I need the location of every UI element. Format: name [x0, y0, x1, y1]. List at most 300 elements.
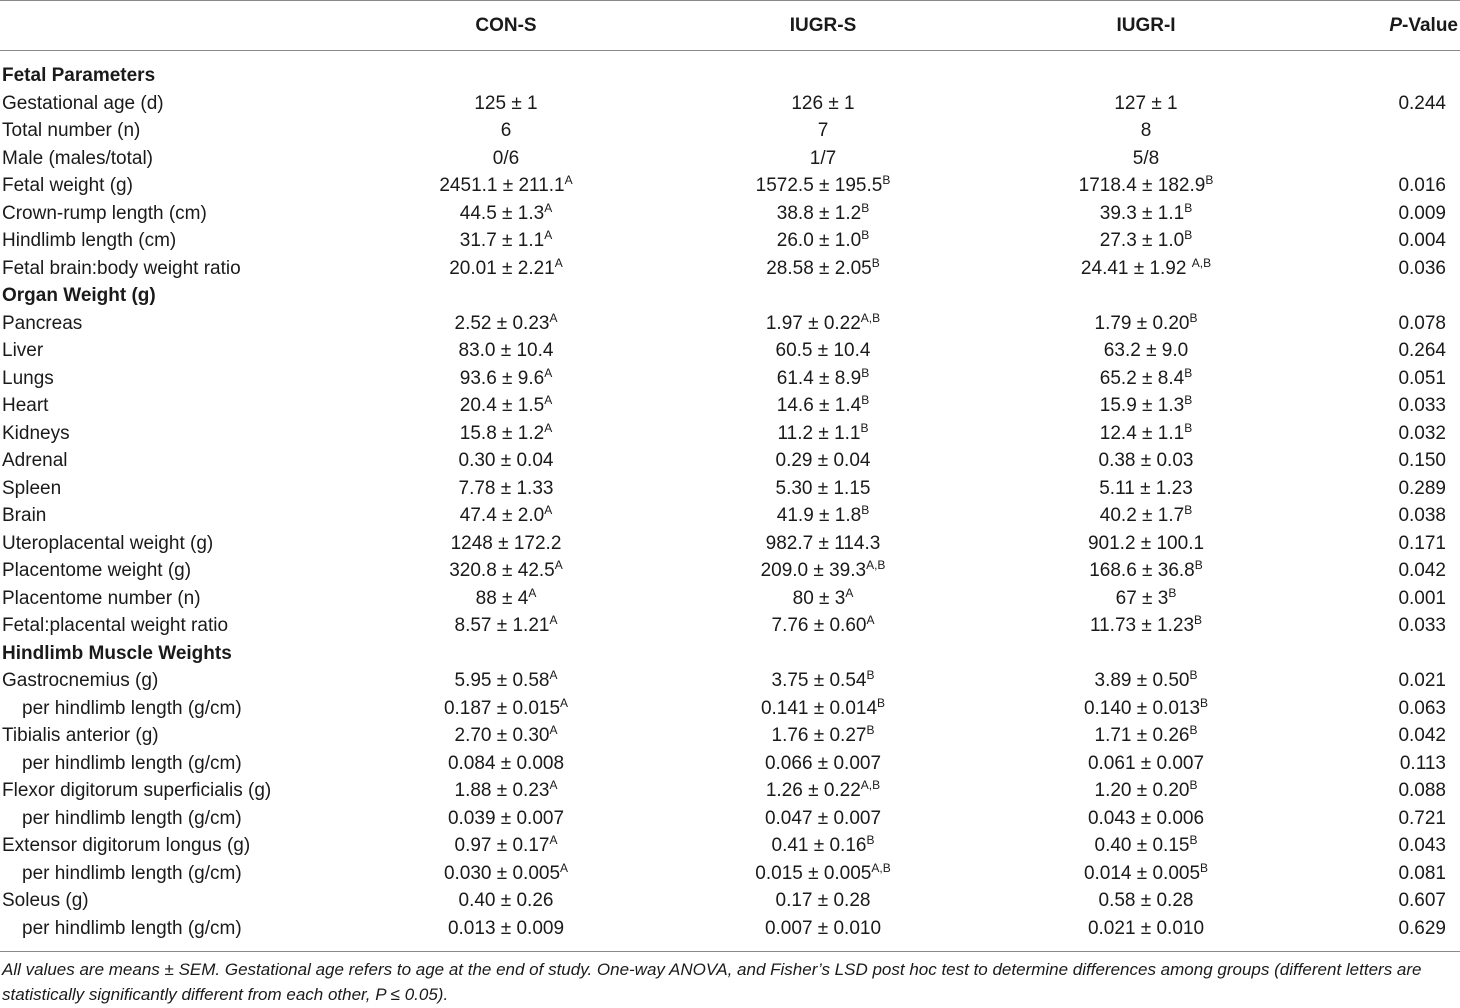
value-text: 1718.4 ± 182.9: [1078, 175, 1206, 196]
value-cell: [1104, 337, 1188, 365]
value-cell: [1133, 145, 1159, 173]
significance-letter: A: [528, 585, 537, 600]
value-cell: [1081, 255, 1211, 283]
value-text: 5.30 ± 1.15: [775, 477, 871, 499]
value-text: 39.3 ± 1.1: [1099, 202, 1185, 224]
value-text: 11.73 ± 1.23: [1089, 615, 1195, 636]
value-cell: [1084, 695, 1208, 723]
significance-letter: A: [554, 558, 563, 572]
value-text: 93.6 ± 9.6: [459, 367, 545, 389]
value-text: 0.140 ± 0.013: [1083, 697, 1201, 719]
value-cell: [474, 90, 537, 118]
value-text: 0.015 ± 0.005: [755, 862, 872, 884]
table-row: [0, 145, 1460, 173]
row-label: Crown-rump length (cm): [2, 202, 207, 224]
significance-letter: A: [554, 255, 563, 270]
significance-letter: A: [560, 860, 569, 875]
value-text: 2.52 ± 0.23: [454, 312, 550, 334]
value-cell: [1089, 557, 1203, 585]
significance-letter: B: [1184, 393, 1193, 407]
table-row: [0, 365, 1460, 393]
row-label: Tibialis anterior (g): [2, 725, 159, 746]
table-row: [0, 310, 1460, 338]
value-cell: [777, 392, 869, 420]
value-cell: [493, 145, 519, 173]
significance-letter: A: [544, 503, 553, 517]
value-text: 3.89 ± 0.50: [1094, 670, 1190, 691]
value-text: 47.4 ± 2.0: [459, 505, 545, 526]
value-text: 0.40 ± 0.26: [458, 890, 554, 911]
value-text: 0.141 ± 0.014: [760, 697, 878, 719]
value-cell: [476, 585, 537, 613]
p-value-cell: 0.078: [1398, 312, 1446, 334]
value-text: 0.007 ± 0.010: [764, 917, 882, 939]
p-value-cell: 0.032: [1398, 422, 1446, 444]
p-value-cell: 0.036: [1398, 257, 1446, 279]
value-cell: [1100, 392, 1192, 420]
significance-letter: A: [560, 695, 569, 710]
value-cell: [1100, 420, 1192, 448]
significance-letter: A: [544, 200, 553, 215]
value-cell: [777, 200, 869, 228]
table-row: [0, 722, 1460, 750]
value-cell: [1095, 667, 1198, 695]
value-cell: [1099, 887, 1194, 915]
significance-letter: B: [1194, 558, 1203, 572]
significance-letter: A: [544, 365, 553, 380]
row-label: per hindlimb length (g/cm): [22, 917, 242, 939]
row-label: Total number (n): [2, 120, 141, 141]
value-text: 26.0 ± 1.0: [776, 230, 862, 251]
value-cell: [455, 832, 558, 860]
p-value-cell: 0.016: [1398, 175, 1446, 196]
value-cell: [501, 117, 512, 145]
significance-letter: B: [877, 695, 886, 710]
value-text: 8: [1140, 120, 1152, 141]
section-label: Fetal Parameters: [2, 65, 156, 86]
significance-letter: B: [1189, 778, 1198, 792]
significance-letter: B: [1189, 668, 1198, 682]
row-label: Extensor digitorum longus (g): [2, 835, 251, 856]
value-cell: [1100, 365, 1192, 393]
table-row: [0, 695, 1460, 723]
table-row: [0, 530, 1460, 558]
significance-letter: B: [1184, 200, 1193, 215]
table-row: [0, 585, 1460, 613]
value-text: 14.6 ± 1.4: [776, 395, 862, 416]
value-text: 1/7: [809, 147, 837, 169]
value-text: 0.014 ± 0.005: [1083, 862, 1201, 884]
value-text: 7: [817, 120, 829, 141]
value-cell: [772, 612, 875, 640]
value-cell: [777, 502, 869, 530]
value-text: 0.013 ± 0.009: [447, 917, 565, 939]
value-cell: [460, 365, 552, 393]
significance-letter: A: [544, 420, 553, 435]
value-text: 1.26 ± 0.22: [765, 780, 861, 801]
significance-letter: A,B: [860, 778, 881, 792]
value-text: 168.6 ± 36.8: [1089, 560, 1195, 581]
significance-letter: B: [866, 668, 875, 682]
value-cell: [1099, 447, 1194, 475]
value-text: 88 ± 4: [475, 587, 529, 609]
significance-letter: B: [1205, 173, 1214, 187]
value-cell: [444, 860, 568, 888]
value-text: 0/6: [492, 147, 520, 169]
value-text: 60.5 ± 10.4: [775, 340, 871, 361]
p-value-header-italic: P: [1389, 15, 1403, 36]
value-cell: [761, 695, 885, 723]
table-row: [0, 227, 1460, 255]
value-cell: [1088, 530, 1204, 558]
significance-letter: B: [1189, 310, 1198, 325]
value-text: 125 ± 1: [474, 92, 538, 114]
p-value-cell: 0.081: [1398, 862, 1446, 884]
row-label: Placentome weight (g): [2, 560, 192, 581]
row-label: per hindlimb length (g/cm): [22, 697, 242, 719]
value-cell: [761, 557, 886, 585]
table-row: [0, 337, 1460, 365]
significance-letter: A: [564, 173, 573, 187]
value-cell: [449, 557, 563, 585]
value-text: 320.8 ± 42.5: [449, 560, 555, 581]
value-cell: [460, 420, 552, 448]
value-text: 0.061 ± 0.007: [1087, 752, 1205, 774]
significance-letter: B: [861, 503, 870, 517]
significance-letter: B: [1200, 695, 1209, 710]
row-label: Gastrocnemius (g): [2, 670, 159, 691]
value-cell: [448, 915, 564, 943]
value-cell: [460, 227, 552, 255]
significance-letter: A: [549, 310, 558, 325]
value-text: 0.066 ± 0.007: [764, 752, 882, 774]
table-row: [0, 805, 1460, 833]
value-text: 28.58 ± 2.05: [766, 257, 872, 279]
row-label: Lungs: [2, 367, 54, 389]
value-text: 7.76 ± 0.60: [771, 615, 867, 636]
row-label: Pancreas: [2, 312, 83, 334]
value-cell: [1114, 90, 1177, 118]
p-value-cell: 0.721: [1398, 807, 1446, 829]
table-row: [0, 860, 1460, 888]
p-value-cell: 0.150: [1398, 450, 1446, 471]
table-row: [0, 750, 1460, 778]
value-cell: [1079, 172, 1214, 200]
table-row: [0, 887, 1460, 915]
row-label: Adrenal: [2, 450, 68, 471]
value-text: 0.17 ± 0.28: [775, 890, 871, 911]
value-cell: [756, 172, 891, 200]
value-text: 3.75 ± 0.54: [771, 670, 867, 691]
value-text: 41.9 ± 1.8: [776, 505, 862, 526]
value-text: 63.2 ± 9.0: [1103, 340, 1189, 361]
value-cell: [755, 860, 890, 888]
value-cell: [460, 200, 552, 228]
p-value-cell: 0.607: [1398, 890, 1446, 911]
p-value-cell: 0.264: [1398, 340, 1446, 361]
table-row: [0, 475, 1460, 503]
table-row: [0, 255, 1460, 283]
p-value-cell: 0.051: [1398, 367, 1446, 389]
value-cell: [1100, 200, 1192, 228]
value-text: 0.021 ± 0.010: [1087, 917, 1205, 939]
value-text: 1.79 ± 0.20: [1094, 312, 1190, 334]
row-label: Male (males/total): [2, 147, 153, 169]
significance-letter: B: [861, 365, 870, 380]
value-cell: [1088, 915, 1204, 943]
value-cell: [772, 722, 875, 750]
value-text: 24.41 ± 1.92: [1080, 257, 1192, 279]
table-row: [0, 90, 1460, 118]
value-text: 0.97 ± 0.17: [454, 835, 550, 856]
table-row: [0, 667, 1460, 695]
value-text: 0.043 ± 0.006: [1087, 807, 1205, 829]
p-value-header-rest: -Value: [1402, 15, 1458, 36]
significance-letter: A: [549, 613, 558, 627]
value-cell: [1095, 832, 1198, 860]
section-header-row: [0, 640, 1460, 668]
row-label: Soleus (g): [2, 890, 89, 911]
column-header-iugr-i: IUGR-I: [1116, 15, 1176, 36]
value-cell: [444, 695, 568, 723]
p-value-cell: 0.042: [1398, 560, 1446, 581]
value-text: 38.8 ± 1.2: [776, 202, 862, 224]
significance-letter: A: [549, 833, 558, 847]
value-cell: [766, 530, 881, 558]
value-text: 12.4 ± 1.1: [1099, 422, 1185, 444]
value-text: 27.3 ± 1.0: [1099, 230, 1185, 251]
p-value-cell: 0.042: [1398, 725, 1446, 746]
value-cell: [776, 447, 871, 475]
significance-letter: A,B: [1191, 255, 1212, 270]
value-cell: [1084, 860, 1208, 888]
value-text: 1.76 ± 0.27: [771, 725, 867, 746]
table-row: [0, 832, 1460, 860]
value-text: 5.95 ± 0.58: [454, 670, 550, 691]
value-text: 0.30 ± 0.04: [458, 450, 554, 471]
value-text: 1.88 ± 0.23: [454, 780, 550, 801]
value-cell: [1095, 777, 1198, 805]
significance-letter: B: [1184, 420, 1193, 435]
value-cell: [460, 392, 552, 420]
value-cell: [818, 117, 829, 145]
column-header-p-value: [1389, 14, 1458, 38]
significance-letter: A: [549, 668, 558, 682]
value-text: 20.01 ± 2.21: [449, 257, 555, 279]
p-value-cell: 0.033: [1398, 615, 1446, 636]
significance-letter: B: [871, 255, 880, 270]
value-cell: [777, 365, 869, 393]
section-label: Organ Weight (g): [2, 285, 156, 306]
value-text: 67 ± 3: [1115, 587, 1169, 609]
value-cell: [451, 530, 562, 558]
value-text: 31.7 ± 1.1: [459, 230, 545, 251]
row-label: Placentome number (n): [2, 587, 201, 609]
row-label: Spleen: [2, 477, 62, 499]
value-text: 209.0 ± 39.3: [760, 560, 867, 581]
value-cell: [776, 887, 871, 915]
significance-letter: B: [866, 833, 875, 847]
significance-letter: B: [1189, 723, 1198, 737]
row-label: Liver: [2, 340, 44, 361]
value-cell: [439, 172, 572, 200]
value-cell: [777, 227, 869, 255]
significance-letter: B: [1194, 613, 1203, 627]
value-text: 11.2 ± 1.1: [777, 422, 861, 444]
table-row: [0, 172, 1460, 200]
significance-letter: A: [845, 585, 854, 600]
value-text: 982.7 ± 114.3: [765, 532, 881, 554]
significance-letter: B: [1168, 585, 1177, 600]
table-row: [0, 557, 1460, 585]
table-row: [0, 612, 1460, 640]
value-text: 1248 ± 172.2: [450, 532, 562, 554]
row-label: Kidneys: [2, 422, 70, 444]
significance-letter: B: [1184, 503, 1193, 517]
value-cell: [1099, 475, 1193, 503]
significance-letter: A,B: [860, 310, 881, 325]
p-value-cell: 0.244: [1398, 92, 1446, 114]
value-cell: [1088, 805, 1204, 833]
value-text: 80 ± 3: [792, 587, 846, 609]
row-label: Brain: [2, 505, 47, 526]
value-cell: [455, 612, 558, 640]
value-text: 1572.5 ± 195.5: [755, 175, 883, 196]
value-text: 1.71 ± 0.26: [1094, 725, 1190, 746]
value-text: 6: [500, 120, 512, 141]
table-footnote: All values are means ± SEM. Gestational age refers to age at the end of study. One-way ANOVA, and Fisher’s LSD post hoc test to determine differences among groups (different letters are statistically significantly different from each other, P ≤ 0.05).: [2, 960, 1422, 1004]
p-value-cell: 0.009: [1398, 202, 1446, 224]
row-label: per hindlimb length (g/cm): [22, 862, 242, 884]
value-text: 0.047 ± 0.007: [764, 807, 882, 829]
value-cell: [766, 255, 880, 283]
value-cell: [1100, 227, 1192, 255]
p-value-cell: 0.289: [1398, 477, 1446, 499]
row-label: Fetal:placental weight ratio: [2, 615, 229, 636]
value-cell: [772, 832, 875, 860]
section-header-row: [0, 62, 1460, 90]
row-label: Fetal weight (g): [2, 175, 133, 196]
value-text: 2451.1 ± 211.1: [439, 175, 565, 196]
value-cell: [778, 420, 869, 448]
table-row: [0, 915, 1460, 943]
table-row: [0, 392, 1460, 420]
row-label: Gestational age (d): [2, 92, 164, 114]
value-cell: [448, 750, 564, 778]
significance-letter: A,B: [866, 558, 886, 572]
significance-letter: B: [882, 173, 891, 187]
significance-letter: A: [866, 613, 875, 627]
value-text: 0.030 ± 0.005: [443, 862, 561, 884]
table-row: [0, 502, 1460, 530]
p-value-cell: 0.088: [1398, 780, 1446, 801]
table-header: [0, 0, 1460, 50]
significance-letter: A: [549, 723, 558, 737]
value-cell: [810, 145, 836, 173]
value-cell: [455, 722, 558, 750]
row-label: per hindlimb length (g/cm): [22, 752, 242, 774]
value-cell: [776, 475, 871, 503]
value-cell: [791, 90, 854, 118]
value-cell: [455, 777, 558, 805]
value-text: 126 ± 1: [791, 92, 855, 114]
row-label: Hindlimb length (cm): [2, 230, 177, 251]
row-label: Flexor digitorum superficialis (g): [2, 780, 272, 801]
significance-letter: B: [1200, 860, 1209, 875]
value-cell: [765, 915, 881, 943]
significance-letter: B: [1184, 228, 1193, 242]
value-cell: [766, 777, 880, 805]
value-cell: [1095, 310, 1198, 338]
value-cell: [776, 337, 871, 365]
value-text: 0.084 ± 0.008: [447, 752, 565, 774]
column-header-iugr-s: IUGR-S: [789, 15, 857, 36]
value-cell: [1090, 612, 1202, 640]
value-text: 901.2 ± 100.1: [1087, 532, 1205, 554]
row-label: Fetal brain:body weight ratio: [2, 257, 241, 279]
p-value-cell: 0.001: [1398, 587, 1446, 609]
value-text: 127 ± 1: [1114, 92, 1178, 114]
value-text: 2.70 ± 0.30: [454, 725, 550, 746]
value-text: 83.0 ± 10.4: [458, 340, 554, 361]
value-text: 0.187 ± 0.015: [443, 697, 561, 719]
value-cell: [1088, 750, 1204, 778]
value-cell: [459, 475, 554, 503]
value-cell: [1116, 585, 1177, 613]
value-text: 8.57 ± 1.21: [454, 615, 550, 636]
section-header-row: [0, 282, 1460, 310]
value-text: 15.9 ± 1.3: [1099, 395, 1185, 416]
table-row: [0, 777, 1460, 805]
value-text: 20.4 ± 1.5: [459, 395, 545, 416]
p-value-cell: 0.021: [1398, 670, 1446, 691]
p-value-cell: 0.629: [1398, 917, 1446, 939]
value-text: 0.38 ± 0.03: [1098, 450, 1194, 471]
significance-letter: B: [861, 200, 870, 215]
value-text: 0.58 ± 0.28: [1098, 890, 1194, 911]
significance-letter: A,B: [871, 860, 891, 875]
significance-letter: A: [549, 778, 558, 792]
table-row: [0, 200, 1460, 228]
significance-letter: A: [544, 228, 553, 242]
header-rule: [0, 50, 1460, 51]
p-value-cell: 0.171: [1398, 532, 1446, 554]
p-value-cell: 0.043: [1398, 835, 1446, 856]
value-text: 0.40 ± 0.15: [1094, 835, 1190, 856]
row-label: per hindlimb length (g/cm): [22, 807, 242, 829]
significance-letter: B: [866, 723, 875, 737]
value-cell: [765, 750, 881, 778]
row-label: Uteroplacental weight (g): [2, 532, 214, 554]
p-value-cell: 0.113: [1399, 752, 1446, 774]
section-label: Hindlimb Muscle Weights: [2, 642, 232, 664]
value-cell: [459, 337, 554, 365]
value-cell: [449, 255, 563, 283]
value-text: 7.78 ± 1.33: [458, 477, 554, 499]
p-value-cell: 0.033: [1398, 395, 1446, 416]
p-value-cell: 0.063: [1398, 697, 1446, 719]
p-value-cell: 0.004: [1398, 230, 1446, 251]
value-cell: [459, 887, 554, 915]
table-row: [0, 447, 1460, 475]
value-text: 5.11 ± 1.23: [1099, 477, 1193, 499]
value-cell: [455, 667, 558, 695]
value-text: 1.97 ± 0.22: [765, 312, 861, 334]
value-cell: [460, 502, 552, 530]
table-row: [0, 117, 1460, 145]
significance-letter: A: [544, 393, 553, 407]
significance-letter: B: [861, 228, 870, 242]
